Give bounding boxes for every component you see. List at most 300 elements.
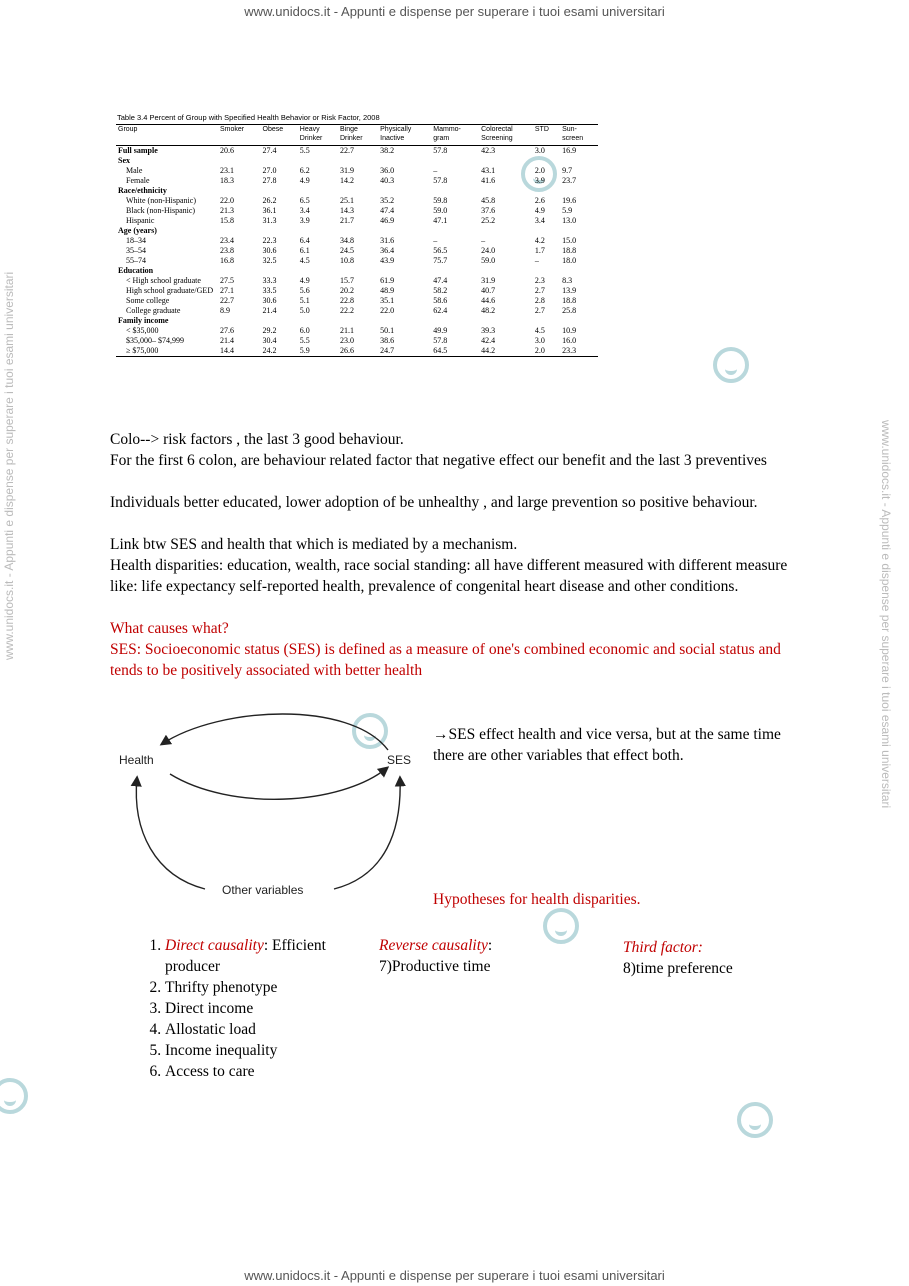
watermark-left: www.unidocs.it - Appunti e dispense per superare i tuoi esami universitari — [2, 271, 16, 660]
table-cell: 2.3 — [534, 276, 545, 285]
header-line: Drinker — [299, 135, 323, 142]
watermark-top: www.unidocs.it - Appunti e dispense per superare i tuoi esami universitari — [244, 4, 665, 19]
table-cell: 35.2 — [380, 196, 395, 205]
table-cell: Hispanic — [126, 216, 155, 225]
table-header-cell — [378, 125, 431, 146]
table-cell: 33.5 — [262, 286, 277, 295]
table-cell: 27.8 — [262, 176, 277, 185]
table-cell: 23.0 — [339, 336, 354, 345]
table-cell — [560, 266, 598, 276]
table-cell: $35,000– $74,999 — [126, 336, 184, 345]
table-cell: 31.9 — [339, 166, 354, 175]
table-header-cell — [298, 125, 338, 146]
table-cell: 21.4 — [262, 306, 277, 315]
table-cell: 43.1 — [481, 166, 496, 175]
table-row — [116, 276, 598, 286]
table-cell: 43.9 — [380, 256, 395, 265]
table-cell: 6.5 — [299, 196, 310, 205]
table-cell — [431, 316, 479, 326]
table-cell: 25.2 — [481, 216, 496, 225]
table-cell: Age (years) — [118, 226, 157, 235]
table-cell — [533, 266, 560, 276]
table-cell — [479, 266, 533, 276]
table-cell: Education — [118, 266, 154, 275]
table-cell — [479, 226, 533, 236]
table-cell: 57.8 — [433, 176, 448, 185]
table-cell — [218, 186, 261, 196]
table-cell: 24.0 — [481, 246, 496, 255]
table-cell — [378, 316, 431, 326]
header-line: Screening — [481, 135, 513, 142]
table-header-cell — [533, 125, 560, 146]
arrow-ses-to-health — [162, 714, 388, 750]
table-cell: 15.0 — [562, 236, 577, 245]
table-cell: 48.9 — [380, 286, 395, 295]
table-cell: 6.2 — [299, 166, 310, 175]
table-cell: 24.5 — [339, 246, 354, 255]
header-line: Drinker — [339, 135, 363, 142]
table-cell: 39.3 — [481, 326, 496, 335]
table-row — [116, 296, 598, 306]
table-cell: 32.5 — [262, 256, 277, 265]
header-line: gram — [433, 135, 450, 142]
table-cell: 48.2 — [481, 306, 496, 315]
table-cell — [338, 316, 378, 326]
table-cell: 55–74 — [126, 256, 146, 265]
direct-causality-label: Direct causality — [165, 937, 264, 954]
diagram-health-label: Health — [119, 753, 154, 767]
list-item: 5. Income inequality — [165, 1040, 365, 1061]
table-cell: 13.0 — [562, 216, 577, 225]
third-item: 8)time preference — [623, 960, 733, 977]
reverse-colon: : — [487, 937, 493, 954]
table-cell — [378, 266, 431, 276]
table-cell: 75.7 — [433, 256, 448, 265]
table-cell: Some college — [126, 296, 170, 305]
table-cell: 14.3 — [339, 206, 354, 215]
table-cell: 45.8 — [481, 196, 496, 205]
diagram-ses-label: SES — [387, 753, 412, 767]
note-question: What causes what? — [110, 620, 229, 637]
table-cell: 57.8 — [433, 146, 448, 155]
table-header-cell — [261, 125, 298, 146]
table-cell: 8.3 — [562, 276, 573, 285]
table-cell — [431, 186, 479, 196]
table-cell — [533, 186, 560, 196]
table-cell — [533, 226, 560, 236]
table-cell — [298, 226, 338, 236]
table-row — [116, 306, 598, 316]
table-cell: 9.7 — [562, 166, 573, 175]
arrow-other-to-health — [136, 778, 205, 889]
table-cell: 59.8 — [433, 196, 448, 205]
table-cell: 14.2 — [339, 176, 354, 185]
table-cell — [431, 266, 479, 276]
table-cell: 42.3 — [481, 146, 496, 155]
header-line: Binge — [339, 126, 358, 133]
table-cell: 49.9 — [433, 326, 448, 335]
side-note: →SES effect health and vice versa, but at the same time there are other variables that effect both. — [433, 726, 781, 764]
table-cell: – — [534, 256, 539, 265]
table-cell: 3.9 — [534, 176, 545, 185]
table-cell: 5.9 — [298, 346, 338, 357]
table-header-cell — [560, 125, 598, 146]
table-cell: 22.0 — [380, 306, 395, 315]
table-cell: 59.0 — [481, 256, 496, 265]
table-cell: 25.8 — [562, 306, 577, 315]
header-line: Physically — [380, 126, 412, 133]
table-cell: 3.0 — [534, 336, 545, 345]
table-cell: 26.6 — [338, 346, 378, 357]
table-row — [116, 206, 598, 216]
table-cell: 23.1 — [220, 166, 234, 175]
table-cell: 20.2 — [339, 286, 354, 295]
table-row — [116, 156, 598, 166]
table-cell: 5.5 — [299, 146, 310, 155]
table-cell: 30.6 — [262, 246, 277, 255]
table-cell: College graduate — [126, 306, 181, 315]
table-cell — [261, 316, 298, 326]
table-cell — [261, 266, 298, 276]
table-cell: 29.2 — [262, 326, 277, 335]
table-cell: 30.4 — [262, 336, 277, 345]
reverse-causality-label: Reverse causality — [379, 937, 488, 954]
table-header-cell — [431, 125, 479, 146]
table-cell: 31.6 — [380, 236, 395, 245]
table-cell: 5.0 — [299, 306, 310, 315]
ses-definition: SES: Socioeconomic status (SES) is defined as a measure of one's combined economic and social status and tends to be positively associated with better health — [110, 641, 781, 679]
table-cell: 47.4 — [380, 206, 395, 215]
table-cell: 4.5 — [299, 256, 310, 265]
table-cell: 3.4 — [534, 216, 545, 225]
table-cell: 50.1 — [380, 326, 395, 335]
table-row — [116, 216, 598, 226]
table-cell: 38.6 — [380, 336, 395, 345]
list-item: 4. Allostatic load — [165, 1019, 365, 1040]
table-cell: 40.3 — [380, 176, 395, 185]
table-cell: 26.2 — [262, 196, 277, 205]
table-cell: 13.9 — [562, 286, 577, 295]
table-row — [116, 246, 598, 256]
table-row — [116, 226, 598, 236]
table-row — [116, 286, 598, 296]
diagram-arrows — [110, 706, 420, 906]
table-cell: < $35,000 — [126, 326, 159, 335]
table-cell: 20.6 — [220, 146, 234, 155]
ses-health-diagram — [110, 706, 420, 906]
table-row — [116, 146, 598, 157]
table-cell: 21.7 — [339, 216, 354, 225]
table-cell: 6.4 — [299, 236, 310, 245]
table-cell: 2.6 — [534, 196, 545, 205]
table-cell: 61.9 — [380, 276, 395, 285]
table-cell: 56.5 — [433, 246, 448, 255]
table-row — [116, 346, 598, 357]
table-cell: 5.6 — [299, 286, 310, 295]
table-cell: 37.6 — [481, 206, 496, 215]
table-cell — [218, 266, 261, 276]
table-cell — [378, 156, 431, 166]
table-cell: 23.7 — [562, 176, 577, 185]
table-row — [116, 186, 598, 196]
table-cell: 27.1 — [220, 286, 234, 295]
table-cell: 10.9 — [562, 326, 577, 335]
arrow-health-to-ses — [170, 768, 387, 799]
unidocs-logo-icon — [713, 347, 749, 383]
table-cell: 35–54 — [126, 246, 146, 255]
unidocs-logo-icon — [737, 1102, 773, 1138]
table-cell — [560, 156, 598, 166]
table-cell: 16.0 — [562, 336, 577, 345]
table-cell: 36.4 — [380, 246, 395, 255]
header-line: Mammo- — [433, 126, 461, 133]
table-header-cell — [218, 125, 261, 146]
table-cell: 23.8 — [220, 246, 234, 255]
table-cell: 24.2 — [261, 346, 298, 357]
header-line: Inactive — [380, 135, 405, 142]
table-cell: – — [481, 236, 486, 245]
table-cell — [560, 186, 598, 196]
table-cell: 18.8 — [562, 296, 577, 305]
table-row — [116, 236, 598, 246]
table-cell: 2.8 — [534, 296, 545, 305]
header-line: Colorectal — [481, 126, 513, 133]
table-cell: 27.0 — [262, 166, 277, 175]
table-cell: 3.4 — [299, 206, 310, 215]
table-cell: 18.0 — [562, 256, 577, 265]
table-cell: 41.6 — [481, 176, 496, 185]
table-row — [116, 176, 598, 186]
table-cell: 23.3 — [560, 346, 598, 357]
table-cell: 44.6 — [481, 296, 496, 305]
table-cell: 22.0 — [220, 196, 234, 205]
table-cell: White (non-Hispanic) — [126, 196, 196, 205]
table-cell: 21.1 — [339, 326, 354, 335]
table-cell — [338, 266, 378, 276]
table-cell — [298, 316, 338, 326]
note-paragraph: Individuals better educated, lower adoption of be unhealthy , and large prevention so positive behaviour. — [110, 494, 758, 511]
table-cell — [479, 186, 533, 196]
table-cell — [218, 316, 261, 326]
table-cell: 27.6 — [220, 326, 234, 335]
table-cell — [560, 316, 598, 326]
table-row — [116, 266, 598, 276]
table-cell: Sex — [118, 156, 130, 165]
table-cell: 22.7 — [339, 146, 354, 155]
table-cell: 30.6 — [262, 296, 277, 305]
table-cell: Family income — [118, 316, 169, 325]
header-line: Heavy — [299, 126, 320, 133]
note-paragraph: Link btw SES and health that which is mediated by a mechanism. — [110, 536, 518, 553]
table-cell: 22.2 — [339, 306, 354, 315]
table-cell: 18–34 — [126, 236, 146, 245]
table-cell: 58.6 — [433, 296, 448, 305]
table-cell — [431, 226, 479, 236]
table-cell — [533, 156, 560, 166]
table-row — [116, 336, 598, 346]
table-cell: Race/ethnicity — [118, 186, 167, 195]
table-cell: 38.2 — [380, 146, 395, 155]
table-cell: 14.4 — [218, 346, 261, 357]
header-line: screen — [562, 135, 584, 142]
table-header-cell — [116, 125, 218, 146]
table-cell: Black (non-Hispanic) — [126, 206, 196, 215]
table-cell: 2.0 — [534, 166, 545, 175]
table-cell: 4.9 — [534, 206, 545, 215]
hypotheses-title: Hypotheses for health disparities. — [433, 891, 641, 908]
table-cell: 34.8 — [339, 236, 354, 245]
table-cell: 31.3 — [262, 216, 277, 225]
table-cell — [218, 156, 261, 166]
table-cell: 24.7 — [378, 346, 431, 357]
note-paragraph: For the first 6 colon, are behaviour related factor that negative effect our benefit and the last 3 preventives — [110, 452, 767, 469]
table-cell — [378, 226, 431, 236]
table-cell: 33.3 — [262, 276, 277, 285]
table-cell: 3.9 — [299, 216, 310, 225]
table-cell: 16.9 — [562, 146, 577, 155]
table-cell: 62.4 — [433, 306, 448, 315]
table-cell: 23.4 — [220, 236, 234, 245]
table-cell: 22.7 — [220, 296, 234, 305]
table-row — [116, 196, 598, 206]
third-factor-label: Third factor: — [623, 939, 703, 956]
table-cell: 22.3 — [262, 236, 277, 245]
header-line: Smoker — [220, 126, 245, 133]
header-line: Obese — [262, 126, 284, 133]
table-cell: 1.7 — [534, 246, 545, 255]
table-cell: 5.9 — [562, 206, 573, 215]
table-cell: 3.0 — [534, 146, 545, 155]
reverse-causality-column — [379, 935, 492, 977]
table-cell — [378, 186, 431, 196]
table-cell — [298, 156, 338, 166]
third-factor-column — [623, 937, 733, 979]
unidocs-logo-icon — [543, 908, 579, 944]
table-cell: 47.4 — [433, 276, 448, 285]
table-cell: 2.0 — [533, 346, 560, 357]
table-cell: ≥ $75,000 — [116, 346, 218, 357]
table-cell: 4.9 — [299, 276, 310, 285]
table-cell — [298, 266, 338, 276]
table-cell: 4.2 — [534, 236, 545, 245]
table-cell: Full sample — [118, 146, 158, 155]
table-cell: < High school graduate — [126, 276, 201, 285]
unidocs-logo-icon — [0, 1078, 28, 1114]
table-row — [116, 326, 598, 336]
table-cell: 2.7 — [534, 306, 545, 315]
hypotheses-list — [136, 935, 365, 1082]
table-cell — [338, 156, 378, 166]
table-cell: 36.0 — [380, 166, 395, 175]
table-cell: 2.7 — [534, 286, 545, 295]
table-cell: – — [433, 236, 438, 245]
table-cell: 8.9 — [220, 306, 230, 315]
header-line: Sun- — [562, 126, 577, 133]
table-cell: 58.2 — [433, 286, 448, 295]
note-paragraph: Colo--> risk factors , the last 3 good behaviour. — [110, 431, 404, 448]
table-cell — [431, 156, 479, 166]
table-cell — [479, 316, 533, 326]
table-cell: 18.3 — [220, 176, 234, 185]
list-item: 3. Direct income — [165, 998, 365, 1019]
diagram-other-label: Other variables — [222, 883, 304, 897]
table-row — [116, 256, 598, 266]
table-cell: 6.0 — [299, 326, 310, 335]
table-cell — [261, 156, 298, 166]
table-cell: 31.9 — [481, 276, 496, 285]
table-cell — [338, 226, 378, 236]
table-cell: 44.2 — [479, 346, 533, 357]
table-cell: 25.1 — [339, 196, 354, 205]
arrow-other-to-ses — [334, 778, 400, 889]
table-cell: 5.5 — [299, 336, 310, 345]
table-cell: 42.4 — [481, 336, 496, 345]
table-cell: 21.3 — [220, 206, 234, 215]
list-item: 6. Access to care — [165, 1061, 365, 1082]
table-cell: Male — [126, 166, 143, 175]
table-cell: 27.4 — [262, 146, 277, 155]
table-cell: 35.1 — [380, 296, 395, 305]
table-cell: 5.1 — [299, 296, 310, 305]
table-cell: 27.5 — [220, 276, 234, 285]
table-caption: Table 3.4 Percent of Group with Specified Health Behavior or Risk Factor, 2008 — [117, 113, 380, 122]
table-cell: 22.8 — [339, 296, 354, 305]
table-cell: 15.7 — [339, 276, 354, 285]
table-cell — [218, 226, 261, 236]
direct-causality-rest: : Efficient producer — [165, 937, 326, 975]
table-cell: 36.1 — [262, 206, 277, 215]
table-cell: 10.8 — [339, 256, 354, 265]
table-cell: 15.8 — [220, 216, 234, 225]
table-cell: 59.0 — [433, 206, 448, 215]
watermark-right: www.unidocs.it - Appunti e dispense per superare i tuoi esami universitari — [879, 420, 893, 809]
table-cell — [261, 226, 298, 236]
table-cell — [338, 186, 378, 196]
list-item: 2. Thrifty phenotype — [165, 977, 365, 998]
list-item — [165, 935, 365, 977]
table-cell: 64.5 — [431, 346, 479, 357]
table-cell: High school graduate/GED — [126, 286, 214, 295]
table-cell — [479, 156, 533, 166]
table-cell — [261, 186, 298, 196]
table-cell — [533, 316, 560, 326]
header-line: STD — [534, 126, 549, 133]
table-header-cell — [338, 125, 378, 146]
header-line: Group — [118, 126, 138, 133]
reverse-item: 7)Productive time — [379, 958, 491, 975]
table-cell: 16.8 — [220, 256, 234, 265]
table-cell: 47.1 — [433, 216, 448, 225]
table-row — [116, 316, 598, 326]
table-header-cell — [479, 125, 533, 146]
health-behavior-table — [116, 124, 598, 357]
note-paragraph: Health disparities: education, wealth, race social standing: all have different measured with different measure like: life expectancy self-reported health, prevalence of congenital heart disease and other conditions. — [110, 557, 788, 595]
table-cell: 4.5 — [534, 326, 545, 335]
table-cell: 19.6 — [562, 196, 577, 205]
watermark-bottom: www.unidocs.it - Appunti e dispense per superare i tuoi esami universitari — [244, 1268, 665, 1283]
table-cell: 40.7 — [481, 286, 496, 295]
table-cell — [560, 226, 598, 236]
table-cell: 57.8 — [433, 336, 448, 345]
table-cell — [298, 186, 338, 196]
table-cell: 18.8 — [562, 246, 577, 255]
table-row — [116, 166, 598, 176]
table-cell: 46.9 — [380, 216, 395, 225]
table-cell: 6.1 — [299, 246, 310, 255]
table-cell: 4.9 — [299, 176, 310, 185]
table-cell: – — [433, 166, 438, 175]
table-cell: Female — [126, 176, 150, 185]
